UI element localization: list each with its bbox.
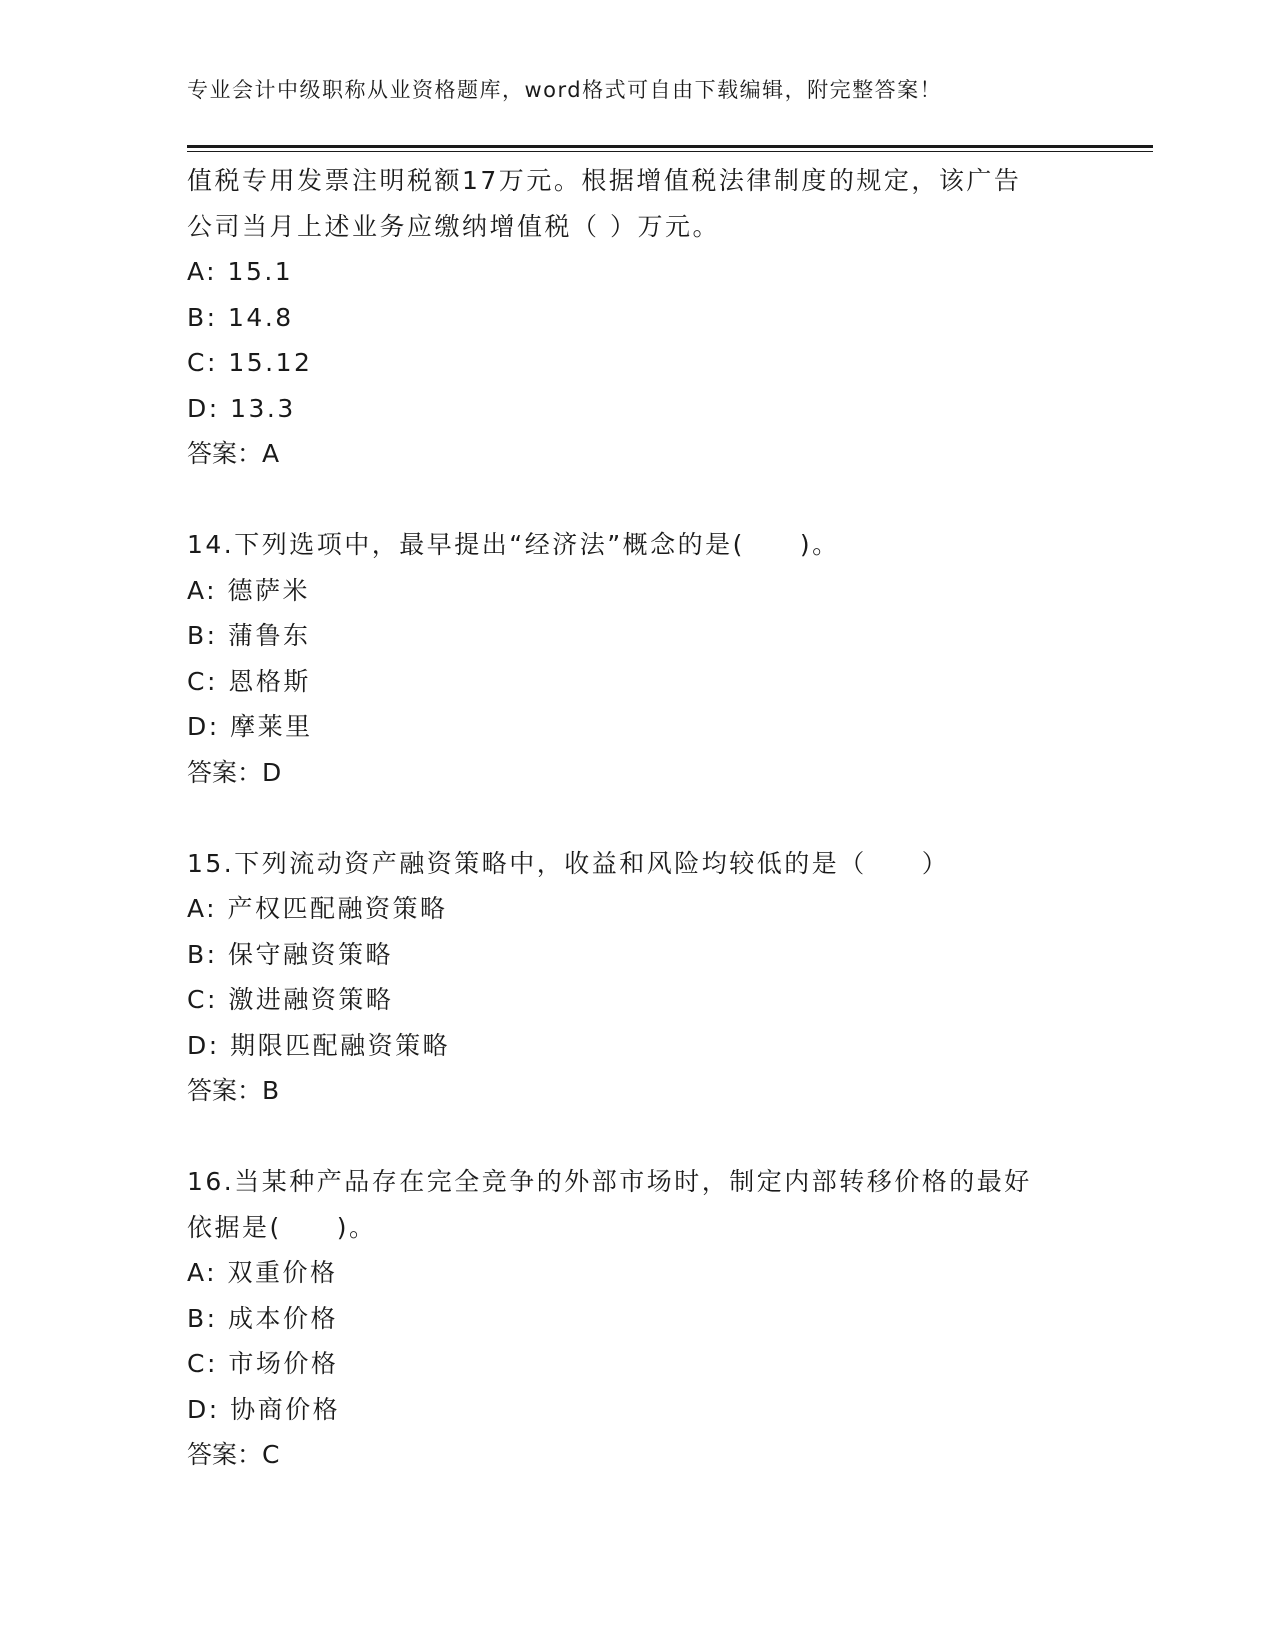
option-a: A: 产权匹配融资策略: [187, 894, 448, 923]
option-d: D: 13.3: [187, 393, 296, 423]
spacer: [187, 1114, 1087, 1160]
question-stem: 14.下列选项中，最早提出“经济法”概念的是( )。: [187, 530, 840, 559]
option-c: C: 恩格斯: [187, 666, 311, 696]
answer-line: 答案：A: [187, 439, 280, 468]
question-16: [187, 1159, 1087, 1478]
question-14: [187, 522, 1087, 795]
option-a: A: 双重价格: [187, 1258, 338, 1287]
answer-line: 答案：C: [187, 1440, 280, 1469]
option-d: D: 协商价格: [187, 1394, 341, 1424]
option-b: B: 14.8: [187, 302, 294, 332]
option-c: C: 市场价格: [187, 1349, 339, 1378]
question-stem: 16.当某种产品存在完全竞争的外部市场时，制定内部转移价格的最好: [187, 1167, 1032, 1196]
question-stem: 15.下列流动资产融资策略中，收益和风险均较低的是（ ）: [187, 848, 950, 878]
option-a: A: 15.1: [187, 257, 294, 286]
answer-line: 答案：D: [187, 757, 282, 787]
question-stem: 依据是( )。: [187, 1212, 377, 1242]
question-stem: 值税专用发票注明税额17万元。根据增值税法律制度的规定，该广告: [187, 166, 1022, 195]
question-stem: 公司当月上述业务应缴纳增值税（ ）万元。: [187, 211, 720, 241]
option-c: C: 15.12: [187, 348, 313, 377]
option-a: A: 德萨米: [187, 575, 311, 605]
option-b: B: 成本价格: [187, 1303, 339, 1333]
header-rule-thin: [187, 151, 1153, 152]
option-c: C: 激进融资策略: [187, 985, 394, 1014]
spacer: [187, 477, 1087, 523]
answer-line: 答案：B: [187, 1076, 280, 1105]
option-b: B: 蒲鲁东: [187, 621, 311, 650]
header-rule-thick: [187, 145, 1153, 148]
option-d: D: 摩莱里: [187, 712, 313, 741]
page-header: 专业会计中级职称从业资格题库，word格式可自由下载编辑，附完整答案！: [187, 78, 943, 102]
question-list: [187, 158, 1087, 1478]
question-13: [187, 158, 1087, 477]
option-d: D: 期限匹配融资策略: [187, 1030, 451, 1060]
spacer: [187, 795, 1087, 841]
option-b: B: 保守融资策略: [187, 939, 394, 969]
question-15: [187, 841, 1087, 1114]
